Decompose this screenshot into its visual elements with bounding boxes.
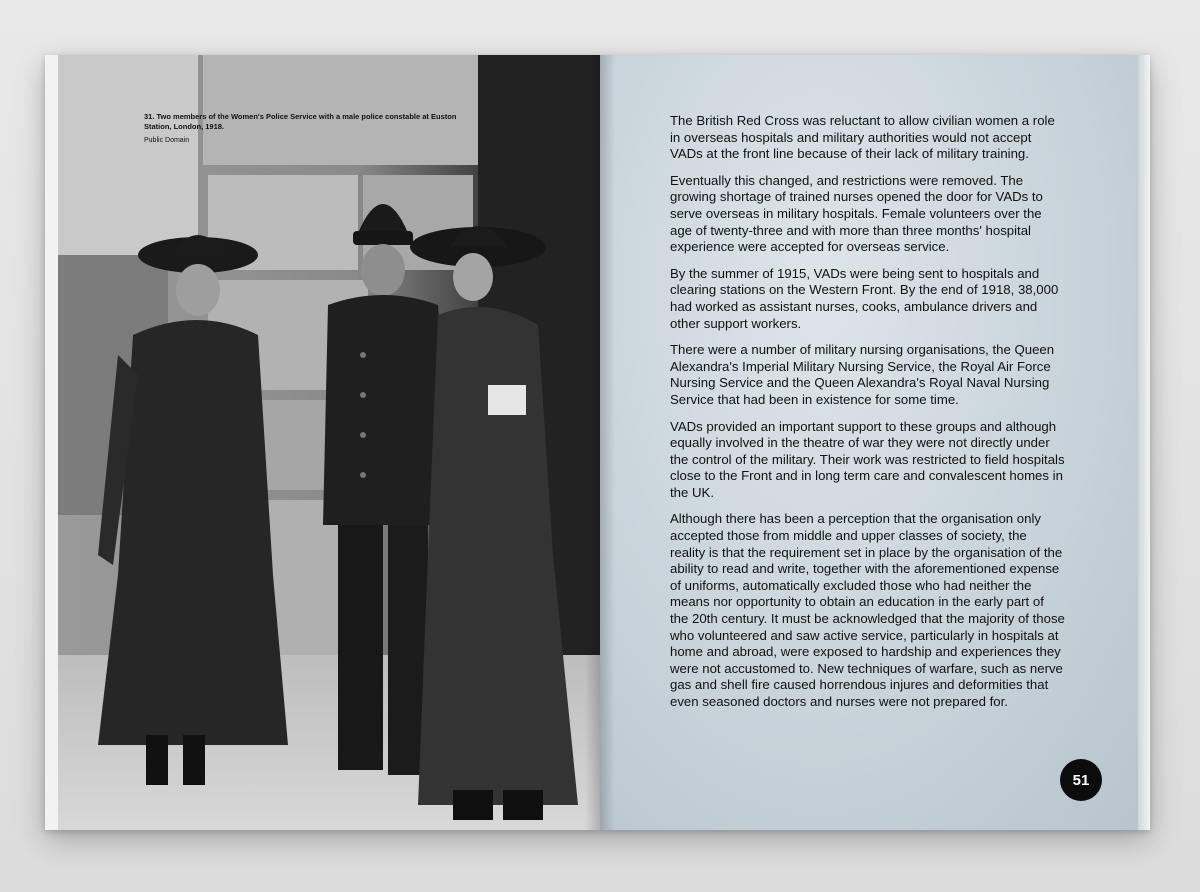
open-book bbox=[45, 55, 1150, 830]
paragraph: There were a number of military nursing organisations, the Queen Alexandra's Imperial Military Nursing Service, the Royal Air Force Nursing Service and the Queen Alexandra's Royal Naval Nursing Service that had been in existence for some time. bbox=[670, 342, 1055, 407]
body-text bbox=[670, 113, 1065, 721]
archival-photo bbox=[58, 55, 600, 830]
caption-credit: Public Domain bbox=[144, 137, 190, 144]
photo-caption bbox=[144, 112, 464, 145]
caption-title: 31. Two members of the Women's Police Service with a male police constable at Euston Station, London, 1918. bbox=[144, 112, 457, 131]
page-number: 51 bbox=[1060, 759, 1102, 801]
paragraph: VADs provided an important support to these groups and although equally involved in the theatre of war they were not directly under the control of the military. Their work was restricted to field hospitals close to the Front and in long term care and convalescent homes in the UK. bbox=[670, 418, 1065, 500]
paragraph: The British Red Cross was reluctant to allow civilian women a role in overseas hospitals and military authorities would not accept VADs at the front line because of their lack of military training. bbox=[670, 113, 1055, 162]
paragraph: By the summer of 1915, VADs were being sent to hospitals and clearing stations on the Western Front. By the end of 1918, 38,000 had worked as assistant nurses, cooks, ambulance drivers and other support workers. bbox=[670, 265, 1059, 331]
paragraph: Eventually this changed, and restrictions were removed. The growing shortage of trained nurses opened the door for VADs to serve overseas in military hospitals. Female volunteers over the age of twenty-three and with more than three months' hospital experience were accepted for overseas service. bbox=[670, 172, 1043, 255]
right-page bbox=[600, 55, 1150, 830]
left-page bbox=[45, 55, 600, 830]
paragraph: Although there has been a perception that the organisation only accepted those from middle and upper classes of society, the reality is that the requirement set in place by the organisation of the ability to read and write, together with the aforementioned expense of uniforms, automatically excluded those who had neither the means nor opportunity to obtain an education in the early part of the 20th century. It must be acknowledged that the majority of those who volunteered and saw active service, particularly in hospitals at home and abroad, were exposed to hardship and experiences they were not accustomed to. New techniques of warfare, such as nerve gas and shell fire caused horrendous injures and deformities that even seasoned doctors and nurses were not prepared for. bbox=[670, 511, 1065, 709]
